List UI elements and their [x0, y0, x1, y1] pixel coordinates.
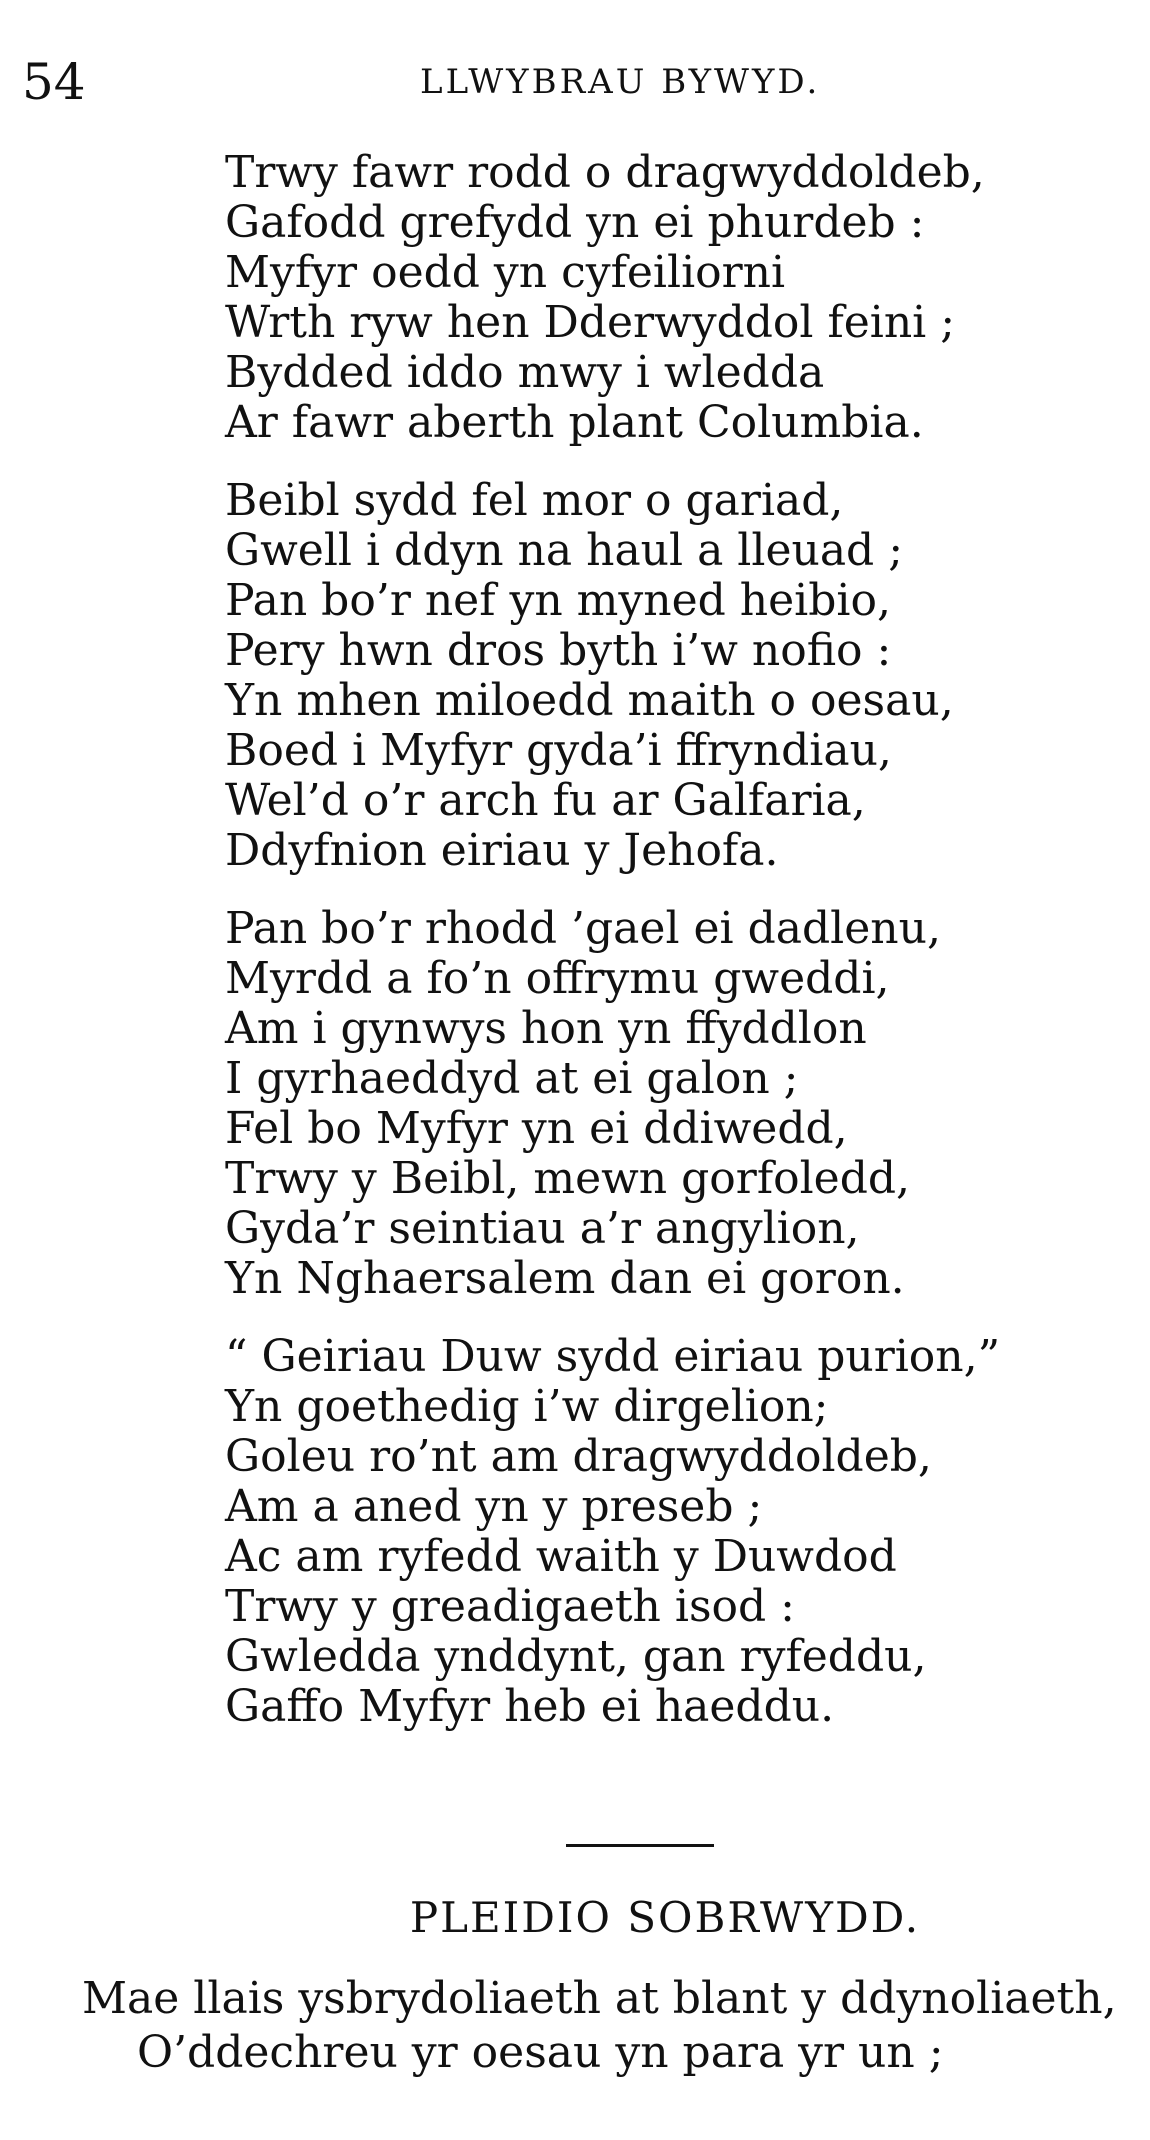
page-number: 54 — [22, 53, 86, 111]
poem-line: I gyrhaeddyd at ei galon ; — [225, 1053, 799, 1104]
stanza-3 — [225, 904, 1105, 1304]
poem-line: Trwy fawr rodd o dragwyddoldeb, — [225, 147, 985, 198]
poem-line: Yn Nghaersalem dan ei goron. — [225, 1253, 905, 1304]
poem-line: Bydded iddo mwy i wledda — [225, 347, 825, 398]
section-title: PLEIDIO SOBRWYDD. — [409, 1893, 921, 1942]
section-line: Mae llais ysbrydoliaeth at blant y ddynoliaeth, — [82, 1973, 1117, 2024]
poem-line: Yn mhen miloedd maith o oesau, — [225, 675, 954, 726]
poem-line: Boed i Myfyr gyda’i ffryndiau, — [225, 725, 892, 776]
poem-line: Pery hwn dros byth i’w nofio : — [225, 625, 892, 676]
poem-line: Ac am ryfedd waith y Duwdod — [225, 1531, 897, 1582]
section-divider — [566, 1844, 714, 1847]
poem-line: Trwy y greadigaeth isod : — [225, 1581, 796, 1632]
poem-line: Am i gynwys hon yn ffyddlon — [225, 1003, 867, 1054]
poem-line: Ar fawr aberth plant Columbia. — [225, 397, 924, 448]
poem-line: Gaffo Myfyr heb ei haeddu. — [225, 1681, 835, 1732]
poem-line: Trwy y Beibl, mewn gorfoledd, — [225, 1153, 911, 1204]
poem-line: Am a aned yn y preseb ; — [225, 1481, 763, 1532]
poem-line: Gwledda ynddynt, gan ryfeddu, — [225, 1631, 927, 1682]
poem-line: “ Geiriau Duw sydd eiriau purion,” — [225, 1331, 1001, 1382]
poem-line: Myfyr oedd yn cyfeiliorni — [225, 247, 786, 298]
poem-line: Gyda’r seintiau a’r angylion, — [225, 1203, 860, 1254]
page-header — [0, 52, 1150, 112]
poem-line: Goleu ro’nt am dragwyddoldeb, — [225, 1431, 932, 1482]
section-body — [82, 1972, 1132, 2080]
stanza-1 — [225, 148, 1105, 448]
running-title: LLWYBRAU BYWYD. — [420, 62, 821, 102]
section-line: O’ddechreu yr oesau yn para yr un ; — [137, 2027, 944, 2078]
poem — [225, 148, 1105, 1760]
poem-line: Pan bo’r rhodd ’gael ei dadlenu, — [225, 903, 941, 954]
poem-line: Beibl sydd fel mor o gariad, — [225, 475, 844, 526]
poem-line: Pan bo’r nef yn myned heibio, — [225, 575, 891, 626]
poem-line: Gwell i ddyn na haul a lleuad ; — [225, 525, 904, 576]
stanza-2 — [225, 476, 1105, 876]
poem-line: Ddyfnion eiriau y Jehofa. — [225, 825, 779, 876]
poem-line: Yn goethedig i’w dirgelion; — [225, 1381, 829, 1432]
poem-line: Myrdd a fo’n offrymu gweddi, — [225, 953, 890, 1004]
poem-line: Wrth ryw hen Dderwyddol feini ; — [225, 297, 956, 348]
stanza-4 — [225, 1332, 1105, 1732]
poem-line: Wel’d o’r arch fu ar Galfaria, — [225, 775, 866, 826]
poem-line: Fel bo Myfyr yn ei ddiwedd, — [225, 1103, 848, 1154]
poem-line: Gafodd grefydd yn ei phurdeb : — [225, 197, 925, 248]
